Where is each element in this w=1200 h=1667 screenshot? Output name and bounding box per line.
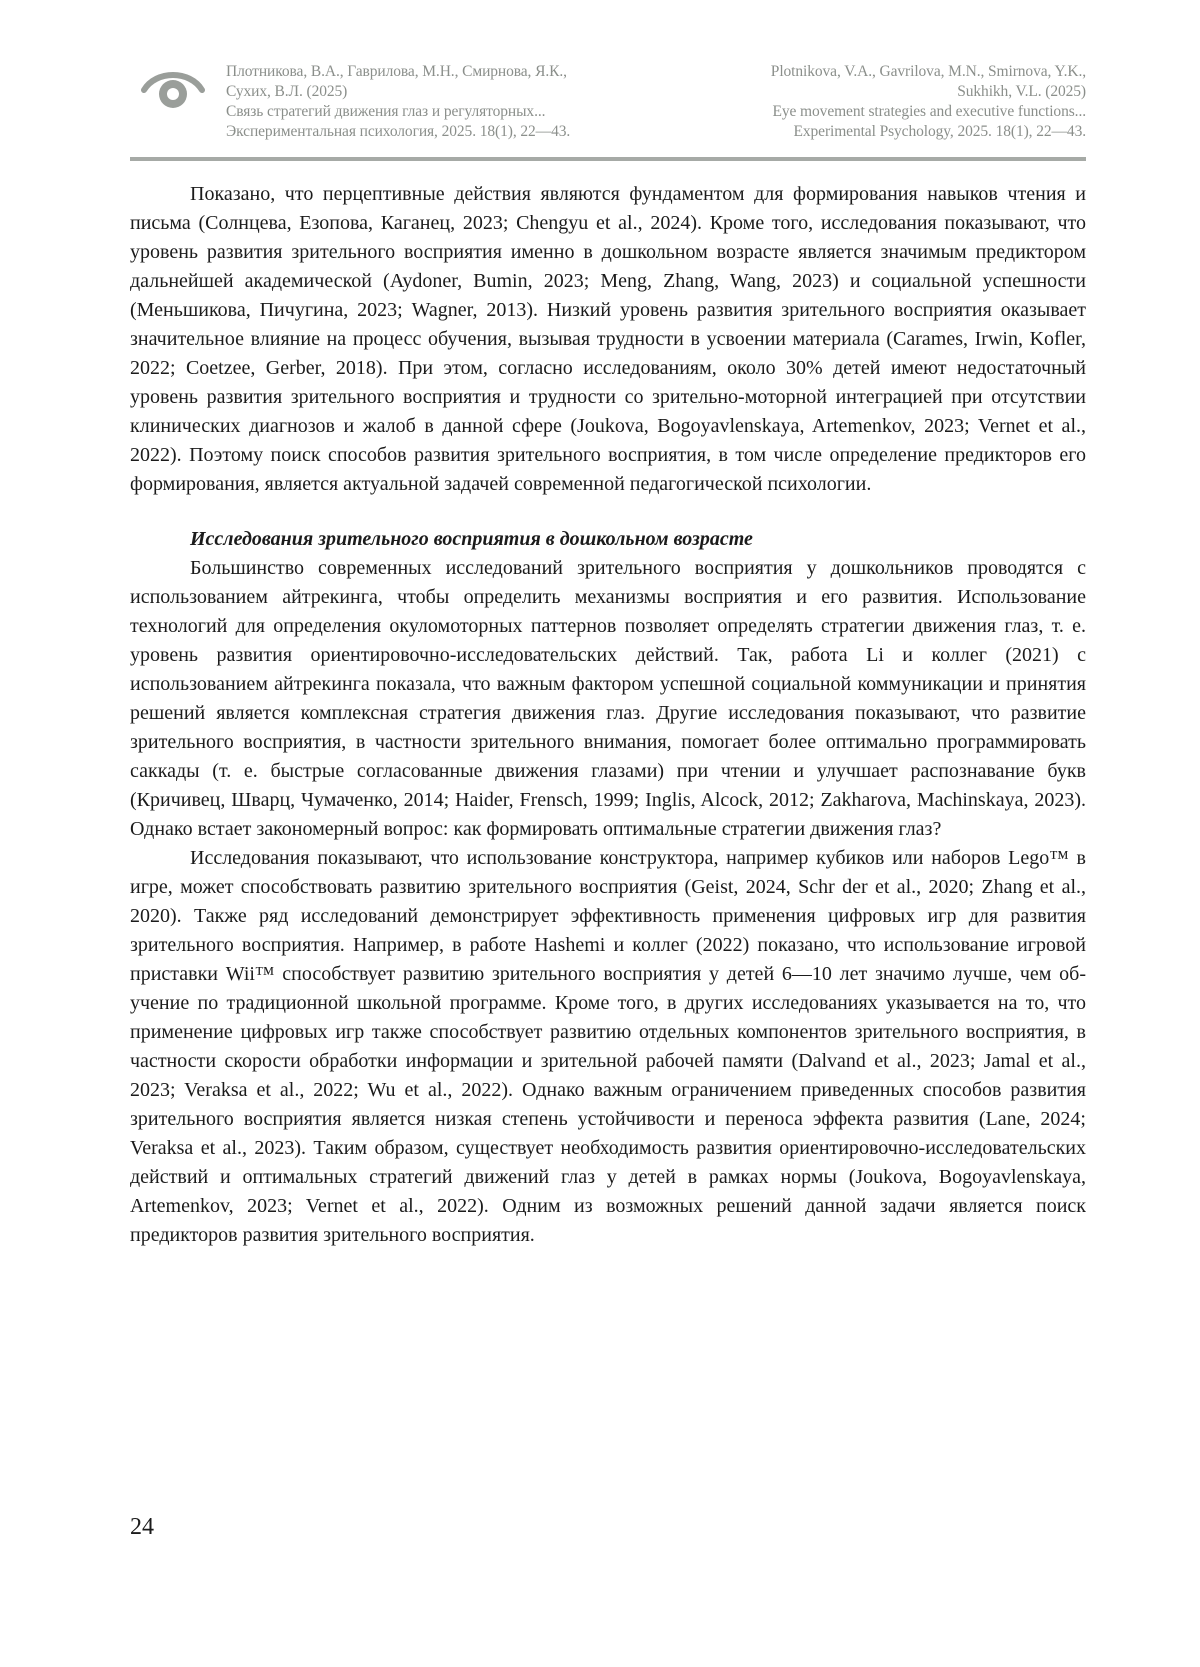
header-ru-line: Сухих, В.Л. (2025): [226, 83, 348, 100]
header-en-line: Plotnikova, V.A., Gavrilova, M.N., Smirnova, Y.K.,: [770, 63, 1086, 80]
header-en-line: Sukhikh, V.L. (2025): [957, 83, 1086, 100]
header-ru-line: Экспериментальная психология, 2025. 18(1), 22—43.: [226, 123, 571, 140]
running-header: [130, 62, 1086, 154]
header-citation-ru: [226, 62, 646, 142]
section-heading: Исследования зрительного восприятия в дошкольном возрасте: [190, 528, 753, 550]
body-paragraph: Большинство современных исследований зрительного восприятия у дошкольников проводятся с использованием айтрекинга, чтобы определить механизмы восприятия и его развития. Использование технологий для определения окуломоторных паттернов позволяет определять стратегии движения глаз, т. е. уровень развития ориентировочно-исследовательских действий. Так, работа Li и коллег (2021) с использованием айтрекинга показала, что важным фактором успешной социальной коммуникации и принятия решений является комплексная стратегия движения глаз. Другие исследования показывают, что развитие зрительного восприятия, в частности зрительного внимания, помогает более оптимально программировать саккады (т. е. быстрые согласованные движения глазами) при чтении и улучшает распознавание букв (Кричивец, Шварц, Чумаченко, 2014; Haider, Frensch, 1999; Inglis, Alcock, 2012; Zakharova, Machinskaya, 2023). Однако встает закономерный вопрос: как формировать оптимальные стратегии движения глаз?: [130, 557, 1086, 840]
header-divider: [130, 157, 1086, 161]
body-paragraph: Исследования показывают, что использование конструктора, например кубиков или наборов Lego™ в игре, может способствовать развитию зрительного восприятия (Geist, 2024, Schr der et al., 2020; Zhang et al., 2020). Также ряд исследований демонстрирует эффективность применения цифровых игр для развития зрительного восприятия. Например, в работе Hashemi и коллег (2022) показано, что использование игровой приставки Wii™ способствует развитию зрительного восприятия у детей 6—10 лет значимо лучше, чем обучение по традиционной школьной программе. Кроме того, в других исследованиях указывается на то, что применение цифровых игр также способствует развитию отдельных компонентов зрительного восприятия, в частности скорости обработки информации и зрительной рабочей памяти (Dalvand et al., 2023; Jamal et al., 2023; Veraksa et al., 2022; Wu et al., 2022). Однако важным ограничением приведенных способов развития зрительного восприятия является низкая степень устойчивости и переноса эффекта развития (Lane, 2024; Veraksa et al., 2023). Таким образом, существует необходимость развития ориентировочно-исследовательских действий и оптимальных стратегий движений глаз у детей в рамках нормы (Joukova, Bogoyavlenskaya, Artemenkov, 2023; Vernet et al., 2022). Одним из возможных решений данной задачи является поиск предикторов развития зрительного восприятия.: [130, 847, 1086, 1246]
header-en-line: Experimental Psychology, 2025. 18(1), 22—43.: [793, 123, 1086, 140]
article-body: [130, 180, 1086, 1250]
eye-icon: [140, 64, 206, 112]
header-ru-line: Связь стратегий движения глаз и регуляторных...: [226, 103, 546, 120]
header-ru-line: Плотникова, В.А., Гаврилова, М.Н., Смирнова, Я.К.,: [226, 63, 567, 80]
header-en-line: Eye movement strategies and executive functions...: [772, 103, 1086, 120]
header-citation-en: [646, 62, 1086, 142]
page-number: 24: [130, 1514, 154, 1540]
body-paragraph: Показано, что перцептивные действия являются фундаментом для формирования навыков чтения и письма (Солнцева, Езопова, Каганец, 2023; Chengyu et al., 2024). Кроме того, исследования показывают, что уровень развития зрительного восприятия именно в дошкольном возрасте является значимым предиктором дальнейшей академической (Aydoner, Bumin, 2023; Meng, Zhang, Wang, 2023) и социальной успешности (Меньшикова, Пичугина, 2023; Wagner, 2013). Низкий уровень развития зрительного восприятия оказывает значительное влияние на процесс обучения, вызывая трудности в усвоении материала (Carames, Irwin, Kofler, 2022; Coetzee, Gerber, 2018). При этом, согласно исследованиям, около 30% детей имеют недостаточный уровень развития зрительного восприятия и трудности со зрительно-моторной интеграцией при отсутствии клинических диагнозов и жалоб в данной сфере (Joukova, Bogoyavlenskaya, Artemenkov, 2023; Vernet et al., 2022). Поэтому поиск способов развития зрительного восприятия, в том числе определение предикторов его формирования, является актуальной задачей современной педагогической психологии.: [130, 183, 1086, 495]
